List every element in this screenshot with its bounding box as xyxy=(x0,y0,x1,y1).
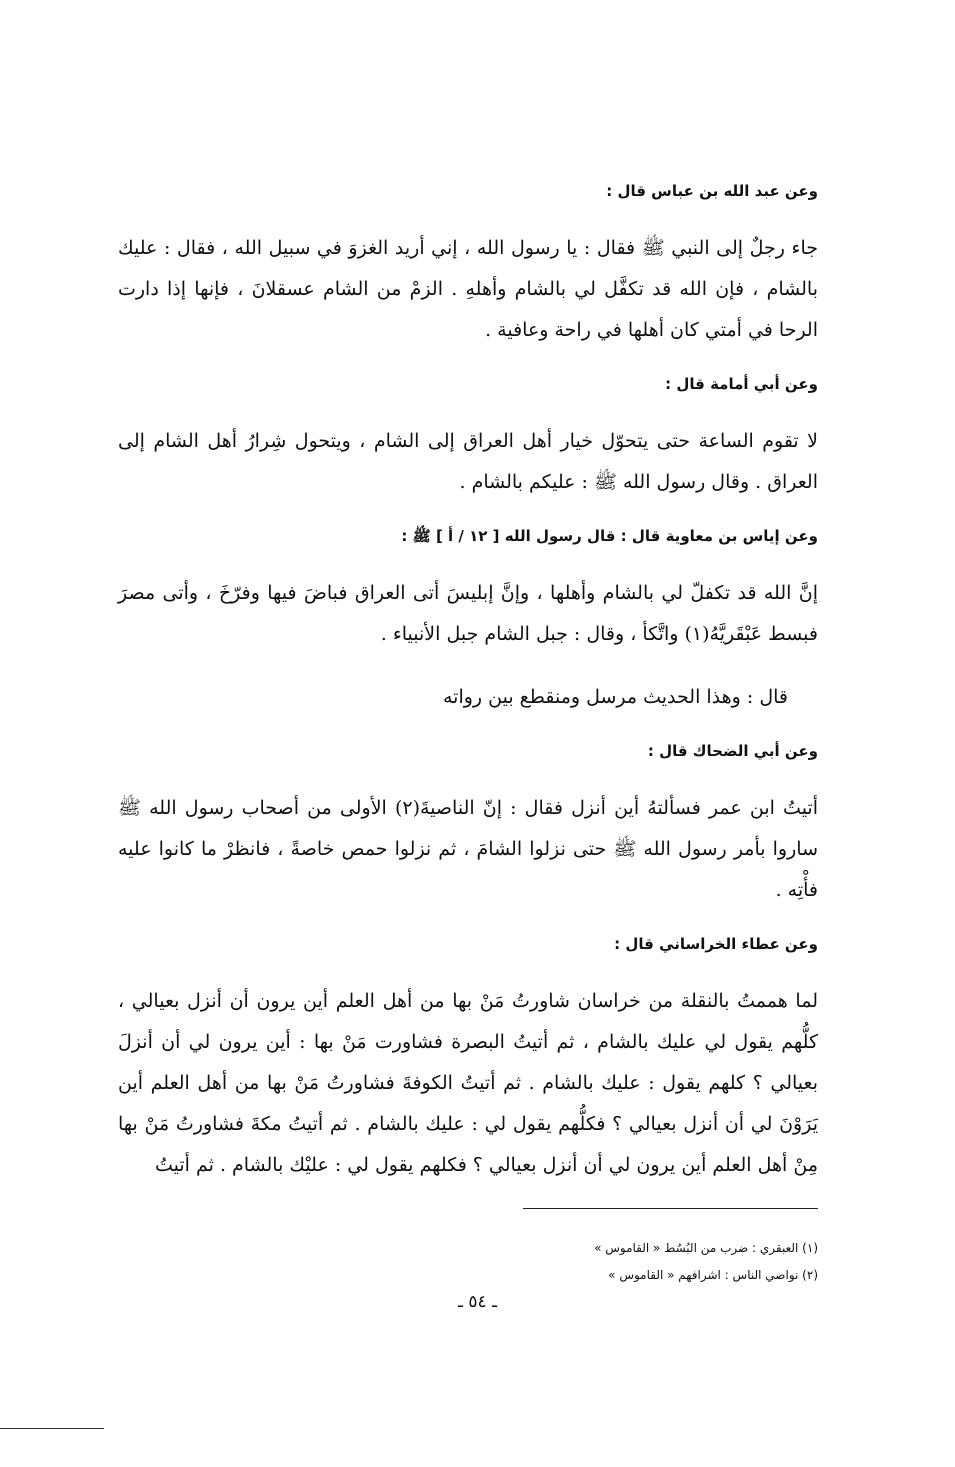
hadith-paragraph: إنَّ الله قد تكفلّ لي بالشام وأهلها ، وإنَّ إبليسَ أتى العراق فباضَ فيها وفرّخَ ، وأتى مصرَ فبسط عَبْقَريَّهُ(١) واتَّكأ ، وقال : جبل الشام جبل الأنبياء . xyxy=(118,582,818,645)
hadith-paragraph: جاء رجلٌ إلى النبي ﷺ فقال : يا رسول الله ، إني أريد الغزوَ في سبيل الله ، فقال : عليك بالشام ، فإن الله قد تكفَّل لي بالشام وأهلهِ . الزمْ من الشام عسقلانَ ، فإنها إذا دارت الرحا في أمتي كان أهلها في راحة وعافية . xyxy=(118,237,818,341)
footnote-separator-wrap xyxy=(118,1208,818,1209)
hadith-paragraph: لا تقوم الساعة حتى يتحوّل خيار أهل العراق إلى الشام ، ويتحول شِرارُ أهل الشام إلى العراق . وقال رسول الله ﷺ : عليكم بالشام . xyxy=(118,430,818,493)
footnotes xyxy=(118,1235,818,1289)
narrator-heading: وعن إياس بن معاوية قال : قال رسول الله [ ١٢ / أ ] ﷺ : xyxy=(401,527,818,545)
page-body xyxy=(118,180,818,1289)
footnote-separator xyxy=(523,1208,818,1209)
hadith-paragraph: لما هممتُ بالنقلة من خراسان شاورتُ مَنْ بها من أهل العلم أين يرون أن أنزل بعيالي ، كلُّهم يقول لي عليك بالشام ، ثم أتيتُ البصرة فشاورت مَنْ بها : أين يرون لي أن أنزلَ بعيالي ؟ كلهم يقول : عليك بالشام . ثم أتيتُ الكوفةَ فشاورتُ مَنْ بها من أهل العلم أين يَرَوْنَ لي أن أنزل بعيالي ؟ فكلُّهم يقول لي : عليك بالشام . ثم أتيتُ مكةَ فشاورتُ مَنْ بها مِنْ أهل العلم أين يرون لي أن أنزل بعيالي ؟ فكلهم يقول لي : عليْك بالشام . ثم أتيتُ xyxy=(118,990,818,1176)
footnote-1: (١) العبقري : ضرب من البُسُط « القاموس » xyxy=(594,1241,818,1255)
hadith-paragraph: أتيتُ ابن عمر فسألتهُ أين أنزل فقال : إنّ الناصيةَ(٢) الأولى من أصحاب رسول الله ﷺ ساروا بأمر رسول الله ﷺ حتى نزلوا الشامَ ، ثم نزلوا حمص خاصةً ، فانظرْ ما كانوا عليه فأْتِه . xyxy=(118,797,818,901)
narrator-heading: وعن عبد الله بن عباس قال : xyxy=(606,182,818,200)
footnote-2: (٢) نواصي الناس : اشرافهم « القاموس » xyxy=(608,1268,818,1282)
narrator-heading: وعن أبي أمامة قال : xyxy=(665,375,818,393)
narrator-heading: وعن أبي الضحاك قال : xyxy=(647,742,818,760)
scan-edge-line xyxy=(0,1428,104,1429)
hadith-paragraph: قال : وهذا الحديث مرسل ومنقطع بين رواته xyxy=(442,686,788,708)
narrator-heading: وعن عطاء الخراساني قال : xyxy=(614,935,818,953)
page-number: ـ ٥٤ ـ xyxy=(457,1292,498,1312)
text-blocks xyxy=(118,180,818,1186)
